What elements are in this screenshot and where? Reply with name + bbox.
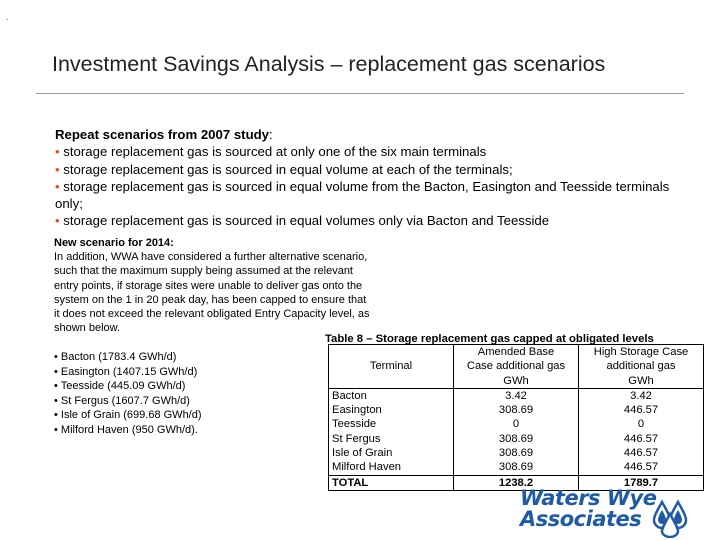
list-item: • St Fergus (1607.7 GWh/d)	[54, 394, 190, 407]
storage-table	[328, 344, 704, 491]
repeat-item-text: storage replacement gas is sourced in equal volumes only via Bacton and Teesside	[59, 213, 550, 229]
cell-high: 446.57	[579, 460, 704, 475]
repeat-item	[55, 143, 685, 160]
new-scenario-block	[54, 236, 374, 335]
cell-terminal: Isle of Grain	[329, 446, 454, 460]
cell-terminal: Easington	[329, 403, 454, 417]
cell-terminal: TOTAL	[329, 475, 454, 490]
title-divider	[36, 93, 684, 94]
cell-amended: 1238.2	[454, 475, 579, 490]
cell-amended: 308.69	[454, 432, 579, 446]
cell-high: 1789.7	[579, 475, 704, 490]
repeat-item	[55, 178, 685, 213]
bullet-icon: •	[55, 144, 60, 160]
cell-high: 446.57	[579, 446, 704, 460]
water-drops-icon	[648, 498, 708, 538]
list-item: • Isle of Grain (699.68 GWh/d)	[54, 409, 202, 421]
table-caption: Table 8 – Storage replacement gas capped at obligated levels	[325, 333, 654, 345]
header-terminal: Terminal	[329, 345, 454, 389]
cell-high: 0	[579, 417, 704, 431]
list-item: • Milford Haven (950 GWh/d).	[54, 423, 198, 436]
repeat-heading-line	[55, 126, 685, 143]
list-item: • Teesside (445.09 GWh/d)	[54, 380, 186, 392]
repeat-heading: Repeat scenarios from 2007 study	[55, 127, 270, 142]
cell-terminal: Teesside	[329, 417, 454, 431]
bullet-icon: •	[55, 213, 60, 229]
repeat-scenarios-block	[55, 126, 685, 230]
table-row	[329, 403, 704, 417]
logo-line-1: Waters Wye	[520, 486, 657, 510]
cell-terminal: Milford Haven	[329, 460, 454, 475]
terminal-capacity-list	[54, 350, 202, 437]
company-logo	[520, 488, 656, 530]
cell-high: 446.57	[579, 403, 704, 417]
repeat-item	[55, 212, 685, 229]
repeat-item	[55, 161, 685, 178]
new-scenario-body: In addition, WWA have considered a further alternative scenario, such that the maximum supply being assumed at the relevant entry points, if storage sites were unable to deliver gas onto the system on the 1 in 20 peak day, has been capped to ensure that it does not exceed the relevant obligated Entry Capacity level, as shown below.	[54, 251, 370, 335]
corner-mark: .	[6, 12, 9, 22]
new-scenario-heading: New scenario for 2014:	[54, 237, 174, 249]
cell-high: 3.42	[579, 388, 704, 403]
repeat-item-text: storage replacement gas is sourced in equal volume at each of the terminals;	[59, 161, 513, 177]
logo-line-2: Associates	[520, 507, 642, 531]
list-item: • Bacton (1783.4 GWh/d)	[54, 351, 177, 363]
list-item: • Easington (1407.15 GWh/d)	[54, 365, 198, 378]
table-row	[329, 417, 704, 431]
cell-amended: 308.69	[454, 460, 579, 475]
cell-high: 446.57	[579, 432, 704, 446]
cell-terminal: Bacton	[329, 388, 454, 403]
header-amended-base: Amended Base Case additional gas GWh	[454, 345, 579, 389]
repeat-item-text: storage replacement gas is sourced in equal volume from the Bacton, Easington and Teesside terminals only;	[55, 178, 670, 212]
repeat-item-text: storage replacement gas is sourced at only one of the six main terminals	[59, 144, 487, 160]
table-row	[329, 432, 704, 446]
table-row	[329, 460, 704, 475]
repeat-heading-colon: :	[269, 127, 273, 142]
table-row	[329, 388, 704, 403]
header-high-storage: High Storage Case additional gas GWh	[579, 345, 704, 389]
bullet-icon: •	[55, 161, 60, 177]
bullet-icon: •	[55, 178, 60, 194]
table-row	[329, 446, 704, 460]
cell-amended: 308.69	[454, 446, 579, 460]
slide-title: Investment Savings Analysis – replacement gas scenarios	[52, 52, 606, 76]
cell-amended: 308.69	[454, 403, 579, 417]
cell-amended: 0	[454, 417, 579, 431]
cell-amended: 3.42	[454, 388, 579, 403]
cell-terminal: St Fergus	[329, 432, 454, 446]
